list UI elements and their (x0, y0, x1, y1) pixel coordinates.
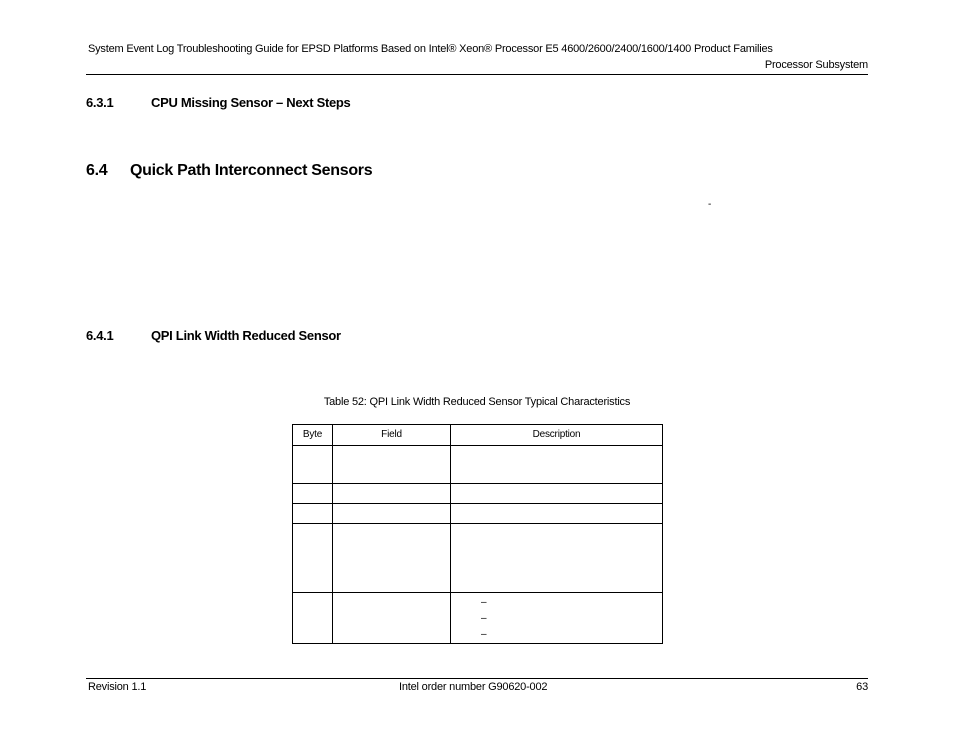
table-cell (333, 593, 451, 644)
footer-rule (86, 678, 868, 679)
table-row (293, 446, 663, 484)
table-row (293, 524, 663, 593)
heading-text: QPI Link Width Reduced Sensor (151, 328, 341, 343)
running-header-title: System Event Log Troubleshooting Guide for EPSD Platforms Based on Intel® Xeon® Processor E5 4600/2600/2400/1600/1400 Product Families (88, 43, 773, 55)
table-cell (293, 484, 333, 504)
column-header-description: Description (451, 425, 663, 446)
column-header-field: Field (333, 425, 451, 446)
heading-number: 6.4.1 (86, 328, 114, 343)
table-cell (333, 446, 451, 484)
column-header-byte: Byte (293, 425, 333, 446)
footer-order-number: Intel order number G90620-002 (399, 681, 548, 693)
heading-number: 6.3.1 (86, 95, 114, 110)
header-rule (86, 74, 868, 75)
table-cell (293, 504, 333, 524)
page-number: 63 (856, 681, 868, 693)
table-cell (451, 524, 663, 593)
heading-6-3-1 (86, 95, 350, 110)
running-header-section: Processor Subsystem (764, 59, 868, 71)
heading-text: CPU Missing Sensor – Next Steps (151, 95, 351, 110)
footer-revision: Revision 1.1 (88, 681, 147, 693)
table-cell (293, 524, 333, 593)
table-header-row (293, 425, 663, 446)
table-cell (451, 504, 663, 524)
table-row (293, 504, 663, 524)
table-caption: Table 52: QPI Link Width Reduced Sensor Typical Characteristics (323, 396, 631, 408)
table-cell (333, 524, 451, 593)
dash-bullet: – (481, 613, 487, 624)
stray-mark: - (708, 199, 712, 210)
dash-bullet: – (481, 629, 487, 640)
heading-text: Quick Path Interconnect Sensors (130, 162, 373, 179)
sensor-characteristics-table (292, 424, 663, 644)
table-row (293, 593, 663, 644)
table-cell (451, 446, 663, 484)
heading-6-4 (86, 162, 372, 180)
table-cell (451, 484, 663, 504)
heading-6-4-1 (86, 328, 341, 343)
table-row (293, 484, 663, 504)
table-cell (451, 593, 663, 644)
table-cell (333, 484, 451, 504)
heading-number: 6.4 (86, 162, 108, 179)
dash-bullet: – (481, 597, 487, 608)
table-cell (293, 446, 333, 484)
table-cell (333, 504, 451, 524)
table-cell (293, 593, 333, 644)
